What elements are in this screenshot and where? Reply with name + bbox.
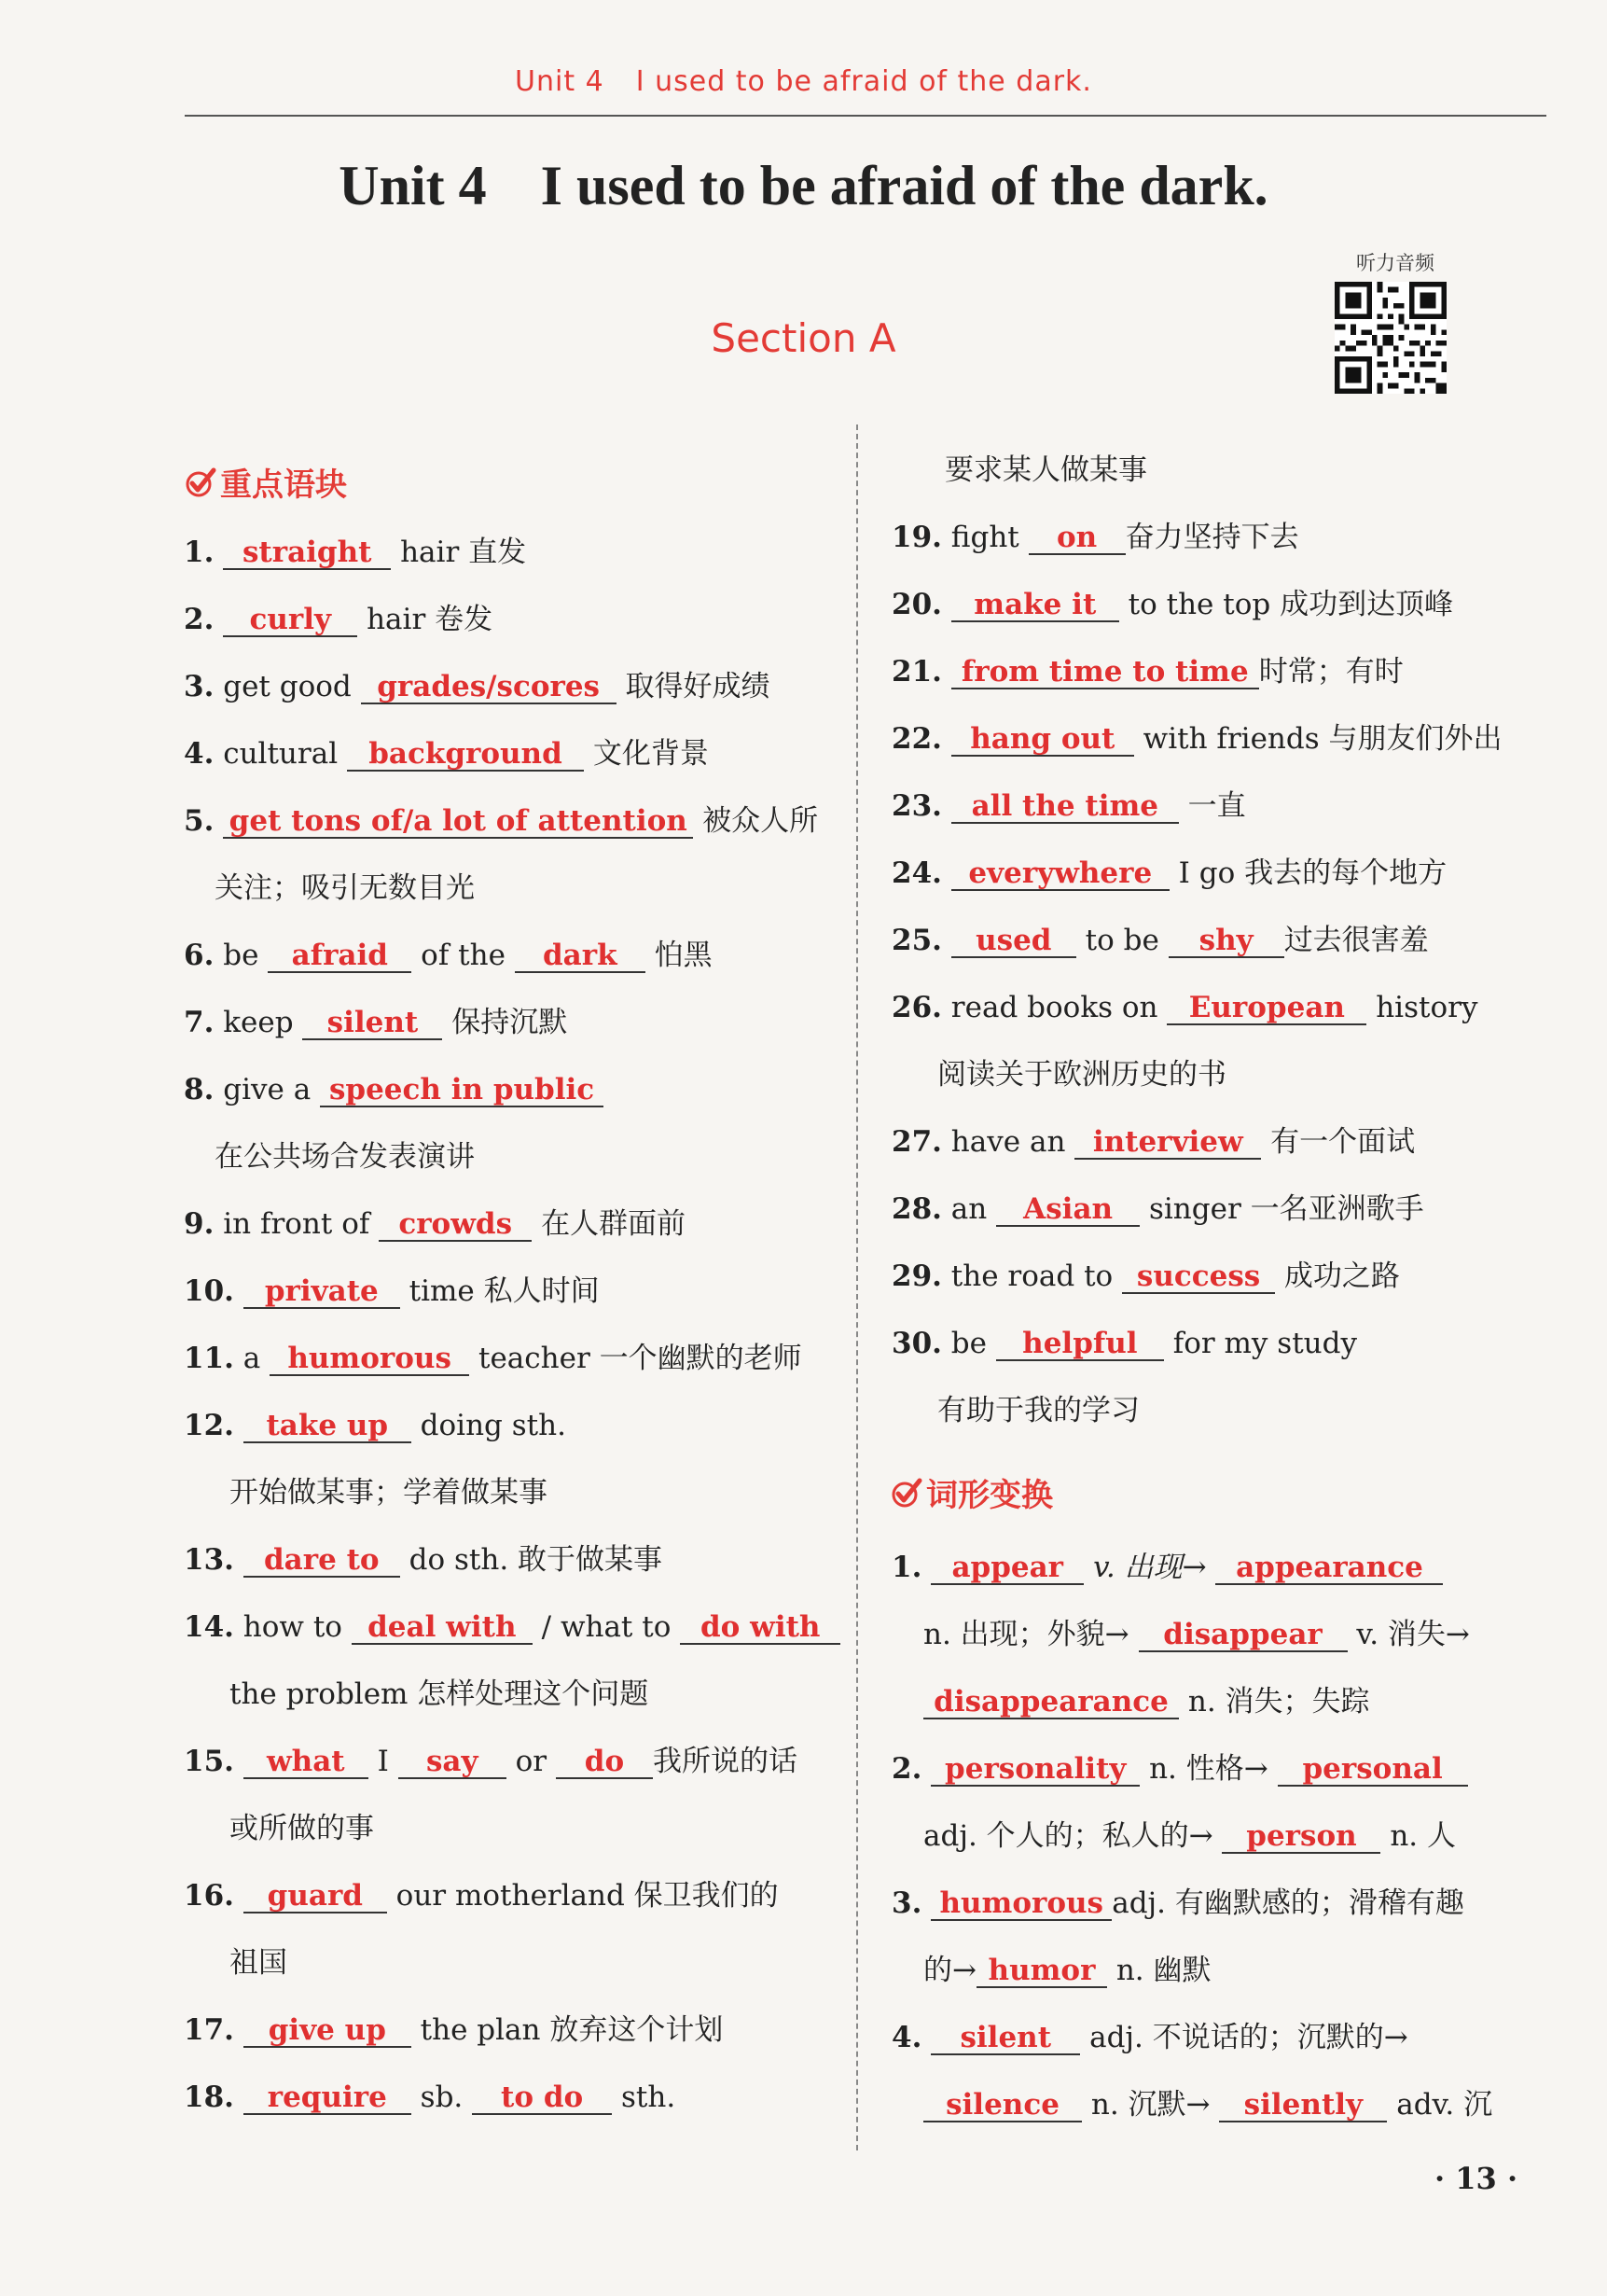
item-text: 时常；有时 [1258, 655, 1404, 689]
answer-blank: do [556, 1746, 653, 1779]
item-number: 21. [892, 655, 942, 689]
item-text: n. 幽默 [1115, 1954, 1212, 1987]
answer-blank: do with [680, 1611, 840, 1645]
item-number: 17. [184, 2013, 234, 2047]
answer-blank: make it [951, 589, 1119, 622]
item-text: get good [223, 670, 352, 703]
item-text: sb. [420, 2080, 464, 2114]
unit-title-unit: Unit 4 [339, 155, 487, 216]
phrase-item-24 [892, 855, 1447, 892]
item-number: 23. [892, 789, 942, 823]
item-text: or [515, 1745, 547, 1778]
answer-blank: grades/scores [361, 671, 616, 704]
item-text: the plan 放弃这个计划 [420, 2013, 724, 2047]
answer-blank: guard [243, 1880, 387, 1913]
answer-blank: humor [977, 1955, 1107, 1988]
answer-blank: curly [223, 604, 357, 637]
check-mark-icon [185, 466, 216, 498]
answer-blank: silent [302, 1007, 442, 1040]
item-text: 祖国 [229, 1946, 287, 1980]
item-number: 5. [184, 804, 215, 838]
answer-blank: silently [1219, 2089, 1387, 2122]
item-text: n. 出现；外貌→ [923, 1618, 1129, 1651]
phrase-item-12 [184, 1407, 566, 1444]
answer-blank: helpful [996, 1328, 1164, 1361]
unit-title-text: I used to be afraid of the dark. [540, 155, 1268, 216]
item-text: an [950, 1192, 988, 1226]
running-header [0, 65, 1607, 98]
item-text: adj. 个人的；私人的→ [923, 1819, 1213, 1853]
answer-blank: deal with [352, 1611, 533, 1645]
item-text: the problem 怎样处理这个问题 [229, 1677, 649, 1711]
answer-blank: on [1029, 522, 1126, 555]
answer-blank: take up [243, 1410, 411, 1443]
phrase-item-15-cont [229, 1810, 374, 1847]
answer-blank: afraid [268, 939, 411, 973]
item-text: be [223, 939, 259, 972]
phrase-item-14 [184, 1608, 840, 1646]
phrase-item-4 [184, 735, 709, 772]
item-number: 2. [892, 1752, 922, 1786]
item-number: 1. [184, 536, 215, 569]
phrase-item-19 [892, 519, 1299, 556]
answer-blank: personality [931, 1753, 1140, 1787]
item-number: 1. [892, 1551, 922, 1584]
item-text: history [1376, 991, 1478, 1024]
item-text: 要求某人做某事 [945, 453, 1147, 487]
item-number: 3. [892, 1886, 922, 1920]
item-text: 阅读关于欧洲历史的书 [937, 1058, 1226, 1092]
answer-blank: shy [1169, 925, 1284, 958]
item-number: 15. [184, 1745, 234, 1778]
item-text: how to [242, 1610, 342, 1644]
item-number: 29. [892, 1259, 942, 1293]
item-number: 6. [184, 939, 215, 972]
word-form-item-1 [892, 1549, 1443, 1586]
item-number: 13. [184, 1543, 234, 1577]
item-text: 被众人所 [702, 804, 819, 838]
answer-blank: success [1122, 1260, 1275, 1294]
answer-blank: from time to time [951, 656, 1259, 689]
item-text: of the [421, 939, 506, 972]
item-text: sth. [620, 2080, 676, 2114]
item-number: 9. [184, 1207, 215, 1241]
item-text: I go 我去的每个地方 [1178, 856, 1448, 890]
item-text: 的→ [923, 1954, 977, 1987]
item-text: 奋力坚持下去 [1125, 521, 1299, 554]
item-text: 成功之路 [1283, 1259, 1400, 1293]
phrase-item-16 [184, 1877, 779, 1914]
column-divider [856, 424, 858, 2150]
phrase-item-27 [892, 1123, 1415, 1161]
answer-blank: person [1222, 1820, 1380, 1854]
item-number: 3. [184, 670, 215, 703]
word-form-item-2-cont [923, 1817, 1456, 1855]
item-number: 26. [892, 991, 942, 1024]
item-text: 有一个面试 [1270, 1125, 1416, 1159]
item-text: to the top 成功到达顶峰 [1128, 588, 1454, 621]
phrase-item-20 [892, 586, 1453, 623]
item-text: the road to [950, 1259, 1114, 1293]
qr-caption: 听力音频 [1356, 252, 1434, 274]
phrase-item-9 [184, 1205, 686, 1243]
item-number: 25. [892, 924, 942, 957]
item-text: n. 人 [1390, 1819, 1457, 1853]
item-text: v. 消失→ [1356, 1618, 1470, 1651]
answer-blank: background [347, 738, 584, 772]
item-text: 关注；吸引无数目光 [215, 871, 475, 905]
answer-blank: humorous [931, 1887, 1112, 1921]
answer-blank: dare to [243, 1544, 400, 1578]
item-text: with friends 与朋友们外出 [1143, 722, 1503, 756]
item-text: doing sth. [420, 1409, 566, 1442]
item-number: 4. [892, 2021, 922, 2054]
answer-blank: what [243, 1746, 368, 1779]
item-text: 保持沉默 [451, 1006, 568, 1039]
item-text: in front of [223, 1207, 370, 1241]
header-rule [185, 115, 1546, 117]
phrase-item-7 [184, 1004, 567, 1041]
answer-blank: disappearance [923, 1686, 1179, 1719]
item-number: 4. [184, 737, 215, 771]
item-number: 10. [184, 1274, 234, 1308]
answer-blank: everywhere [951, 857, 1170, 891]
item-text: do sth. 敢于做某事 [409, 1543, 663, 1577]
phrase-item-6 [184, 937, 713, 974]
item-text: to be [1085, 924, 1159, 957]
section-title: Section A [711, 315, 896, 361]
item-text: 文化背景 [592, 737, 709, 771]
word-form-item-4-cont [923, 2086, 1492, 2123]
answer-blank: Asian [996, 1193, 1140, 1227]
answer-blank: silent [931, 2022, 1080, 2055]
phrase-item-12-cont [229, 1474, 547, 1511]
word-form-item-4 [892, 2019, 1408, 2056]
answer-blank: dark [515, 939, 645, 973]
check-mark-icon [891, 1477, 922, 1509]
item-number: 27. [892, 1125, 942, 1159]
item-number: 18. [184, 2080, 234, 2114]
item-text: time 私人时间 [409, 1274, 600, 1308]
item-text: adj. 有幽默感的；滑稽有趣 [1112, 1886, 1464, 1920]
item-text: 或所做的事 [229, 1812, 374, 1845]
answer-blank: used [951, 925, 1076, 958]
word-form-item-3 [892, 1885, 1464, 1922]
item-text: 开始做某事；学着做某事 [229, 1476, 547, 1510]
phrase-item-11 [184, 1340, 802, 1377]
item-text: 一直 [1187, 789, 1246, 823]
word-form-item-3-cont [923, 1952, 1212, 1989]
heading-word-forms-label: 词形变换 [926, 1477, 1053, 1514]
item-text: I [377, 1745, 389, 1778]
item-text: 有助于我的学习 [937, 1394, 1140, 1427]
phrase-item-5 [184, 802, 818, 840]
item-text: 在公共场合发表演讲 [215, 1140, 475, 1174]
running-header-unit: Unit 4 [515, 65, 604, 98]
phrase-item-26-cont [937, 1056, 1226, 1093]
item-number: 7. [184, 1006, 215, 1039]
item-number: 20. [892, 588, 942, 621]
item-text: 过去很害羞 [1283, 924, 1429, 957]
item-number: 28. [892, 1192, 942, 1226]
answer-blank: speech in public [320, 1074, 603, 1107]
item-number: 24. [892, 856, 942, 890]
word-form-item-1-cont [923, 1616, 1470, 1653]
item-text: 怕黑 [654, 939, 713, 972]
item-text: n. 消失；失踪 [1187, 1685, 1370, 1719]
phrase-item-18 [184, 2079, 675, 2116]
phrase-item-26 [892, 989, 1477, 1026]
phrase-item-3 [184, 668, 769, 705]
answer-blank: require [243, 2081, 411, 2115]
word-form-item-1-cont2 [923, 1683, 1370, 1720]
item-text: be [950, 1327, 987, 1360]
item-text: teacher 一个幽默的老师 [478, 1342, 802, 1375]
phrase-item-1 [184, 534, 526, 571]
answer-blank: silence [923, 2089, 1082, 2122]
phrase-item-16-cont [229, 1944, 287, 1982]
answer-blank: give up [243, 2014, 411, 2048]
phrase-item-21 [892, 653, 1404, 690]
item-text: n. 性格→ [1149, 1752, 1268, 1786]
item-text: singer 一名亚洲歌手 [1148, 1192, 1424, 1226]
item-text: hair 直发 [400, 536, 527, 569]
answer-blank: appearance [1215, 1552, 1443, 1585]
answer-blank: crowds [379, 1208, 532, 1242]
item-text: v. 出现→ [1093, 1551, 1207, 1584]
answer-blank: private [243, 1275, 400, 1309]
phrase-item-28 [892, 1190, 1424, 1228]
item-text: 取得好成绩 [625, 670, 770, 703]
answer-blank: interview [1074, 1126, 1261, 1160]
item-text: cultural [223, 737, 339, 771]
answer-blank: appear [931, 1552, 1084, 1585]
item-text: our motherland 保卫我们的 [395, 1879, 779, 1913]
item-number: 22. [892, 722, 942, 756]
item-number: 19. [892, 521, 942, 554]
answer-blank: European [1167, 992, 1366, 1025]
item-number: 11. [184, 1342, 234, 1375]
answer-blank: personal [1278, 1753, 1468, 1787]
phrase-item-30-cont [937, 1392, 1140, 1429]
item-text: have an [950, 1125, 1066, 1159]
phrase-item-5-cont [215, 870, 475, 907]
heading-key-phrases [185, 459, 347, 505]
item-text: read books on [950, 991, 1158, 1024]
phrase-item-30 [892, 1325, 1357, 1362]
phrase-item-15 [184, 1743, 797, 1780]
unit-title [0, 154, 1607, 218]
item-number: 8. [184, 1073, 215, 1106]
page-number: · 13 · [1434, 2161, 1518, 2196]
item-text: for my study [1172, 1327, 1357, 1360]
phrase-item-13 [184, 1541, 662, 1579]
phrase-item-23 [892, 787, 1246, 825]
phrase-item-18-cont [945, 452, 1147, 489]
item-text: adj. 不说话的；沉默的→ [1089, 2021, 1408, 2054]
item-number: 2. [184, 603, 215, 636]
answer-blank: disappear [1139, 1619, 1348, 1652]
item-number: 30. [892, 1327, 942, 1360]
answer-blank: say [398, 1746, 506, 1779]
phrase-item-8-cont [215, 1138, 475, 1176]
phrase-item-22 [892, 720, 1503, 758]
item-text: / what to [541, 1610, 672, 1644]
answer-blank: humorous [270, 1343, 469, 1376]
phrase-item-8 [184, 1071, 603, 1108]
running-header-title: I used to be afraid of the dark. [635, 65, 1092, 98]
answer-blank: get tons of/a lot of attention [223, 805, 693, 839]
item-text: give a [223, 1073, 312, 1106]
answer-blank: straight [223, 536, 391, 570]
answer-blank: to do [472, 2081, 612, 2115]
answer-blank: hang out [951, 723, 1134, 757]
phrase-item-14-cont [229, 1676, 648, 1713]
phrase-item-2 [184, 601, 492, 638]
phrase-item-17 [184, 2011, 723, 2049]
item-text: hair 卷发 [367, 603, 493, 636]
item-text: n. 沉默→ [1090, 2088, 1211, 2122]
item-text: fight [950, 521, 1019, 554]
phrase-item-10 [184, 1273, 600, 1310]
item-text: 我所说的话 [652, 1745, 797, 1778]
heading-word-forms [891, 1469, 1053, 1515]
phrase-item-29 [892, 1258, 1400, 1295]
heading-key-phrases-label: 重点语块 [220, 466, 347, 504]
item-text: keep [223, 1006, 294, 1039]
phrase-item-25 [892, 922, 1429, 959]
item-text: a [242, 1342, 261, 1375]
word-form-item-2 [892, 1750, 1468, 1788]
item-number: 12. [184, 1409, 234, 1442]
item-text: 在人群面前 [541, 1207, 686, 1241]
item-number: 14. [184, 1610, 234, 1644]
item-text: adv. 沉 [1396, 2088, 1493, 2122]
item-number: 16. [184, 1879, 234, 1913]
answer-blank: all the time [951, 790, 1179, 824]
